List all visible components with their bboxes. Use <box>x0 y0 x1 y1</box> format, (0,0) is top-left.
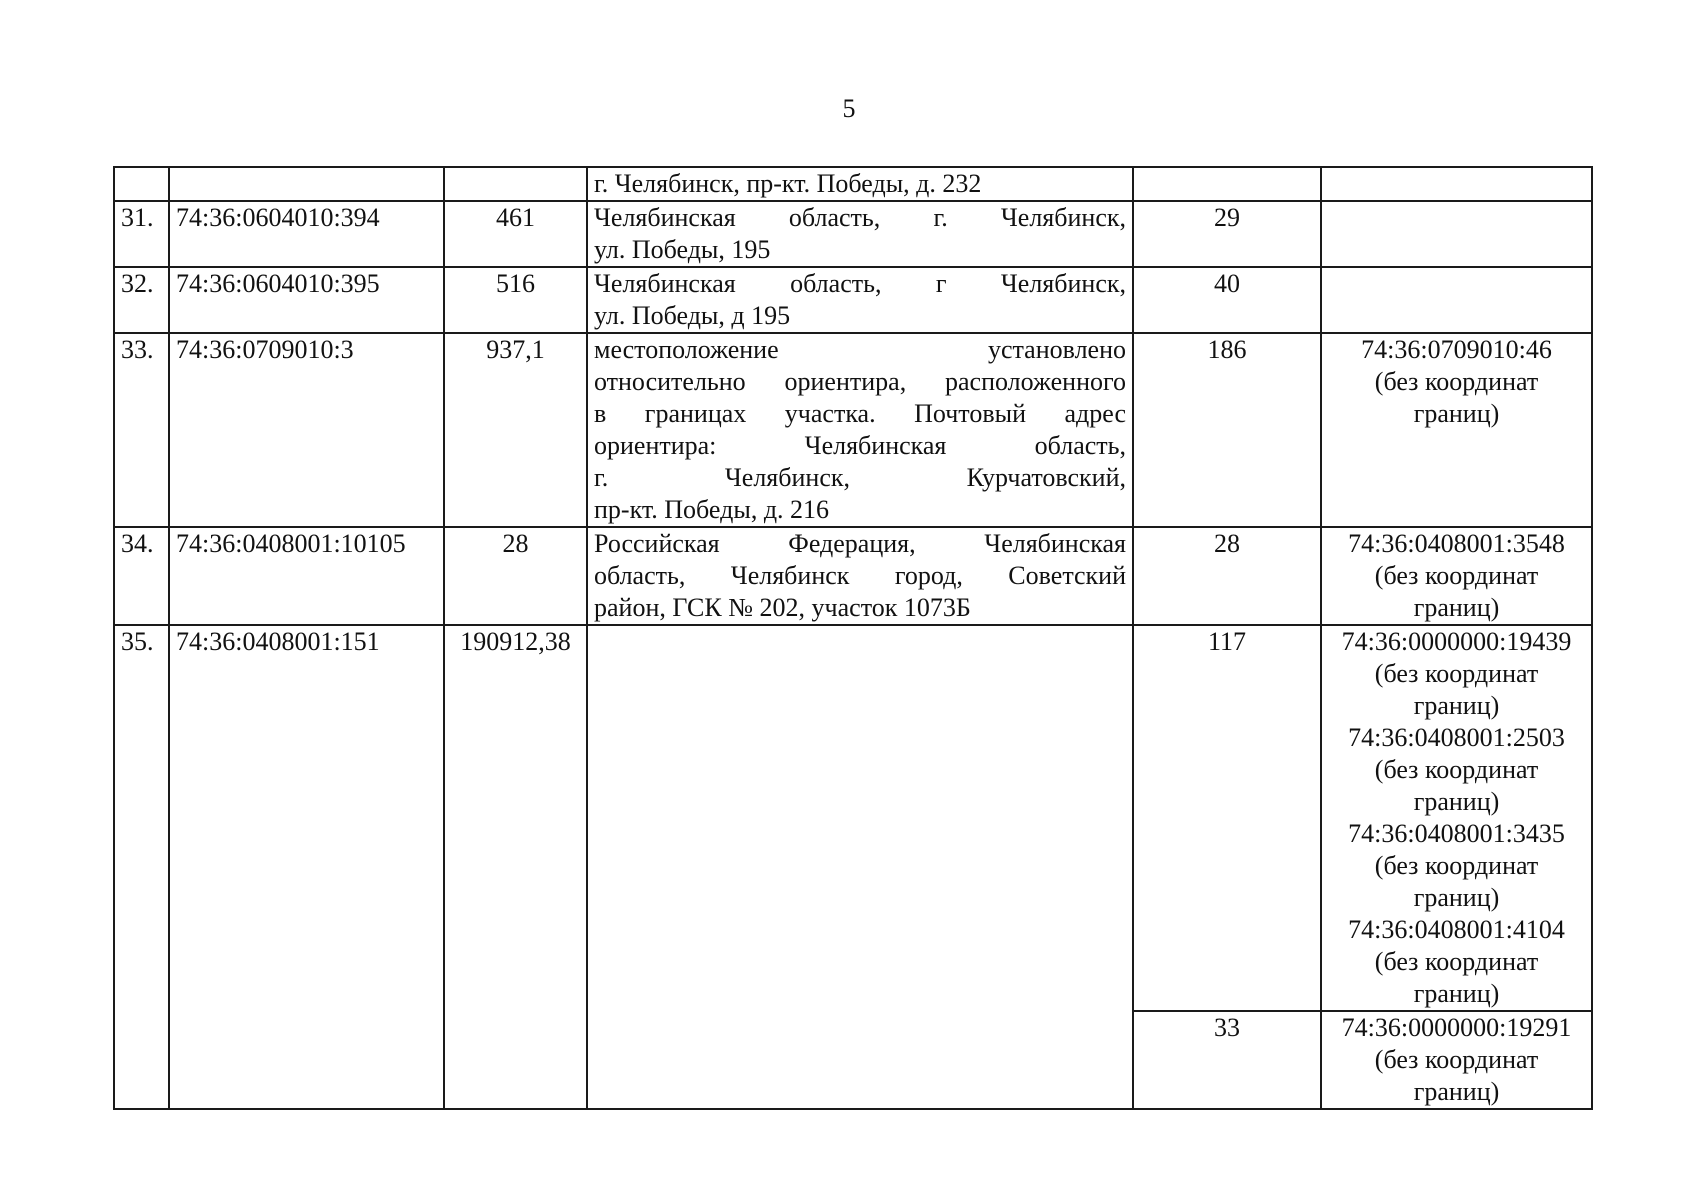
row-number: 32. <box>114 267 169 333</box>
plot-area: 28 <box>444 527 587 625</box>
related-line: (без координат <box>1374 561 1539 590</box>
related-line: границ) <box>1413 593 1500 622</box>
part-area: 28 <box>1133 527 1321 625</box>
plot-area: 516 <box>444 267 587 333</box>
cadastral-number: 74:36:0408001:10105 <box>169 527 444 625</box>
address-line: г. Челябинск, Курчатовский, <box>594 463 1126 492</box>
cadastral-number: 74:36:0604010:394 <box>169 201 444 267</box>
related-line: (без координат <box>1374 367 1539 396</box>
related-line: (без координат <box>1374 851 1539 880</box>
related-line: (без координат <box>1374 755 1539 784</box>
related-line: границ) <box>1413 1077 1500 1106</box>
related-line: границ) <box>1413 691 1500 720</box>
related-line: (без координат <box>1374 947 1539 976</box>
table-row <box>114 527 1592 625</box>
part-area: 117 <box>1133 625 1321 1011</box>
row-number <box>114 167 169 201</box>
related-line: 74:36:0408001:2503 <box>1348 723 1565 752</box>
related-line: 74:36:0408001:3435 <box>1348 819 1565 848</box>
related-line: 74:36:0408001:4104 <box>1348 915 1565 944</box>
related-line: границ) <box>1413 883 1500 912</box>
address-line: Челябинская область, г. Челябинск, <box>594 203 1126 232</box>
page-number: 5 <box>842 94 856 123</box>
related-line: 74:36:0709010:46 <box>1361 335 1552 364</box>
table-body <box>114 167 1592 1109</box>
plot-area: 461 <box>444 201 587 267</box>
related-line: (без координат <box>1374 659 1539 688</box>
plot-address <box>587 625 1133 1109</box>
related-line: 74:36:0408001:3548 <box>1348 529 1565 558</box>
row-number: 33. <box>114 333 169 527</box>
address-line: пр-кт. Победы, д. 216 <box>594 495 830 524</box>
related-object <box>1321 167 1592 201</box>
related-line: 74:36:0000000:19439 <box>1341 627 1572 656</box>
address-line: Челябинская область, г Челябинск, <box>594 269 1126 298</box>
cadastral-number: 74:36:0408001:151 <box>169 625 444 1109</box>
address-line: г. Челябинск, пр-кт. Победы, д. 232 <box>594 169 982 198</box>
address-line: район, ГСК № 202, участок 1073Б <box>594 593 971 622</box>
plot-address <box>587 201 1133 267</box>
related-line: 74:36:0000000:19291 <box>1341 1013 1572 1042</box>
address-line: область, Челябинск город, Советский <box>594 561 1126 590</box>
cadastral-number: 74:36:0604010:395 <box>169 267 444 333</box>
related-object <box>1321 625 1592 1011</box>
related-object <box>1321 333 1592 527</box>
plot-area <box>444 167 587 201</box>
address-line: ул. Победы, 195 <box>594 235 771 264</box>
address-line: ул. Победы, д 195 <box>594 301 791 330</box>
table-row <box>114 167 1592 201</box>
table-row <box>114 625 1592 1011</box>
table-row <box>114 333 1592 527</box>
cadastral-number: 74:36:0709010:3 <box>169 333 444 527</box>
address-line: ориентира: Челябинская область, <box>594 431 1126 460</box>
related-line: границ) <box>1413 787 1500 816</box>
row-number: 34. <box>114 527 169 625</box>
related-line: (без координат <box>1374 1045 1539 1074</box>
address-line: Российская Федерация, Челябинская <box>594 529 1126 558</box>
table-row <box>114 267 1592 333</box>
address-line: местоположение установлено <box>594 335 1126 364</box>
part-area: 33 <box>1133 1011 1321 1109</box>
plot-address <box>587 527 1133 625</box>
plot-address <box>587 267 1133 333</box>
plot-address <box>587 167 1133 201</box>
row-number: 31. <box>114 201 169 267</box>
related-object <box>1321 1011 1592 1109</box>
table-row <box>114 201 1592 267</box>
plot-area: 937,1 <box>444 333 587 527</box>
related-object <box>1321 527 1592 625</box>
part-area: 29 <box>1133 201 1321 267</box>
address-line: в границах участка. Почтовый адрес <box>594 399 1126 428</box>
related-object <box>1321 267 1592 333</box>
row-number: 35. <box>114 625 169 1109</box>
part-area: 40 <box>1133 267 1321 333</box>
part-area <box>1133 167 1321 201</box>
plot-address <box>587 333 1133 527</box>
plot-area: 190912,38 <box>444 625 587 1109</box>
land-plots-table <box>113 166 1593 1110</box>
address-line: относительно ориентира, расположенного <box>594 367 1126 396</box>
cadastral-number <box>169 167 444 201</box>
related-object <box>1321 201 1592 267</box>
part-area: 186 <box>1133 333 1321 527</box>
related-line: границ) <box>1413 979 1500 1008</box>
related-line: границ) <box>1413 399 1500 428</box>
